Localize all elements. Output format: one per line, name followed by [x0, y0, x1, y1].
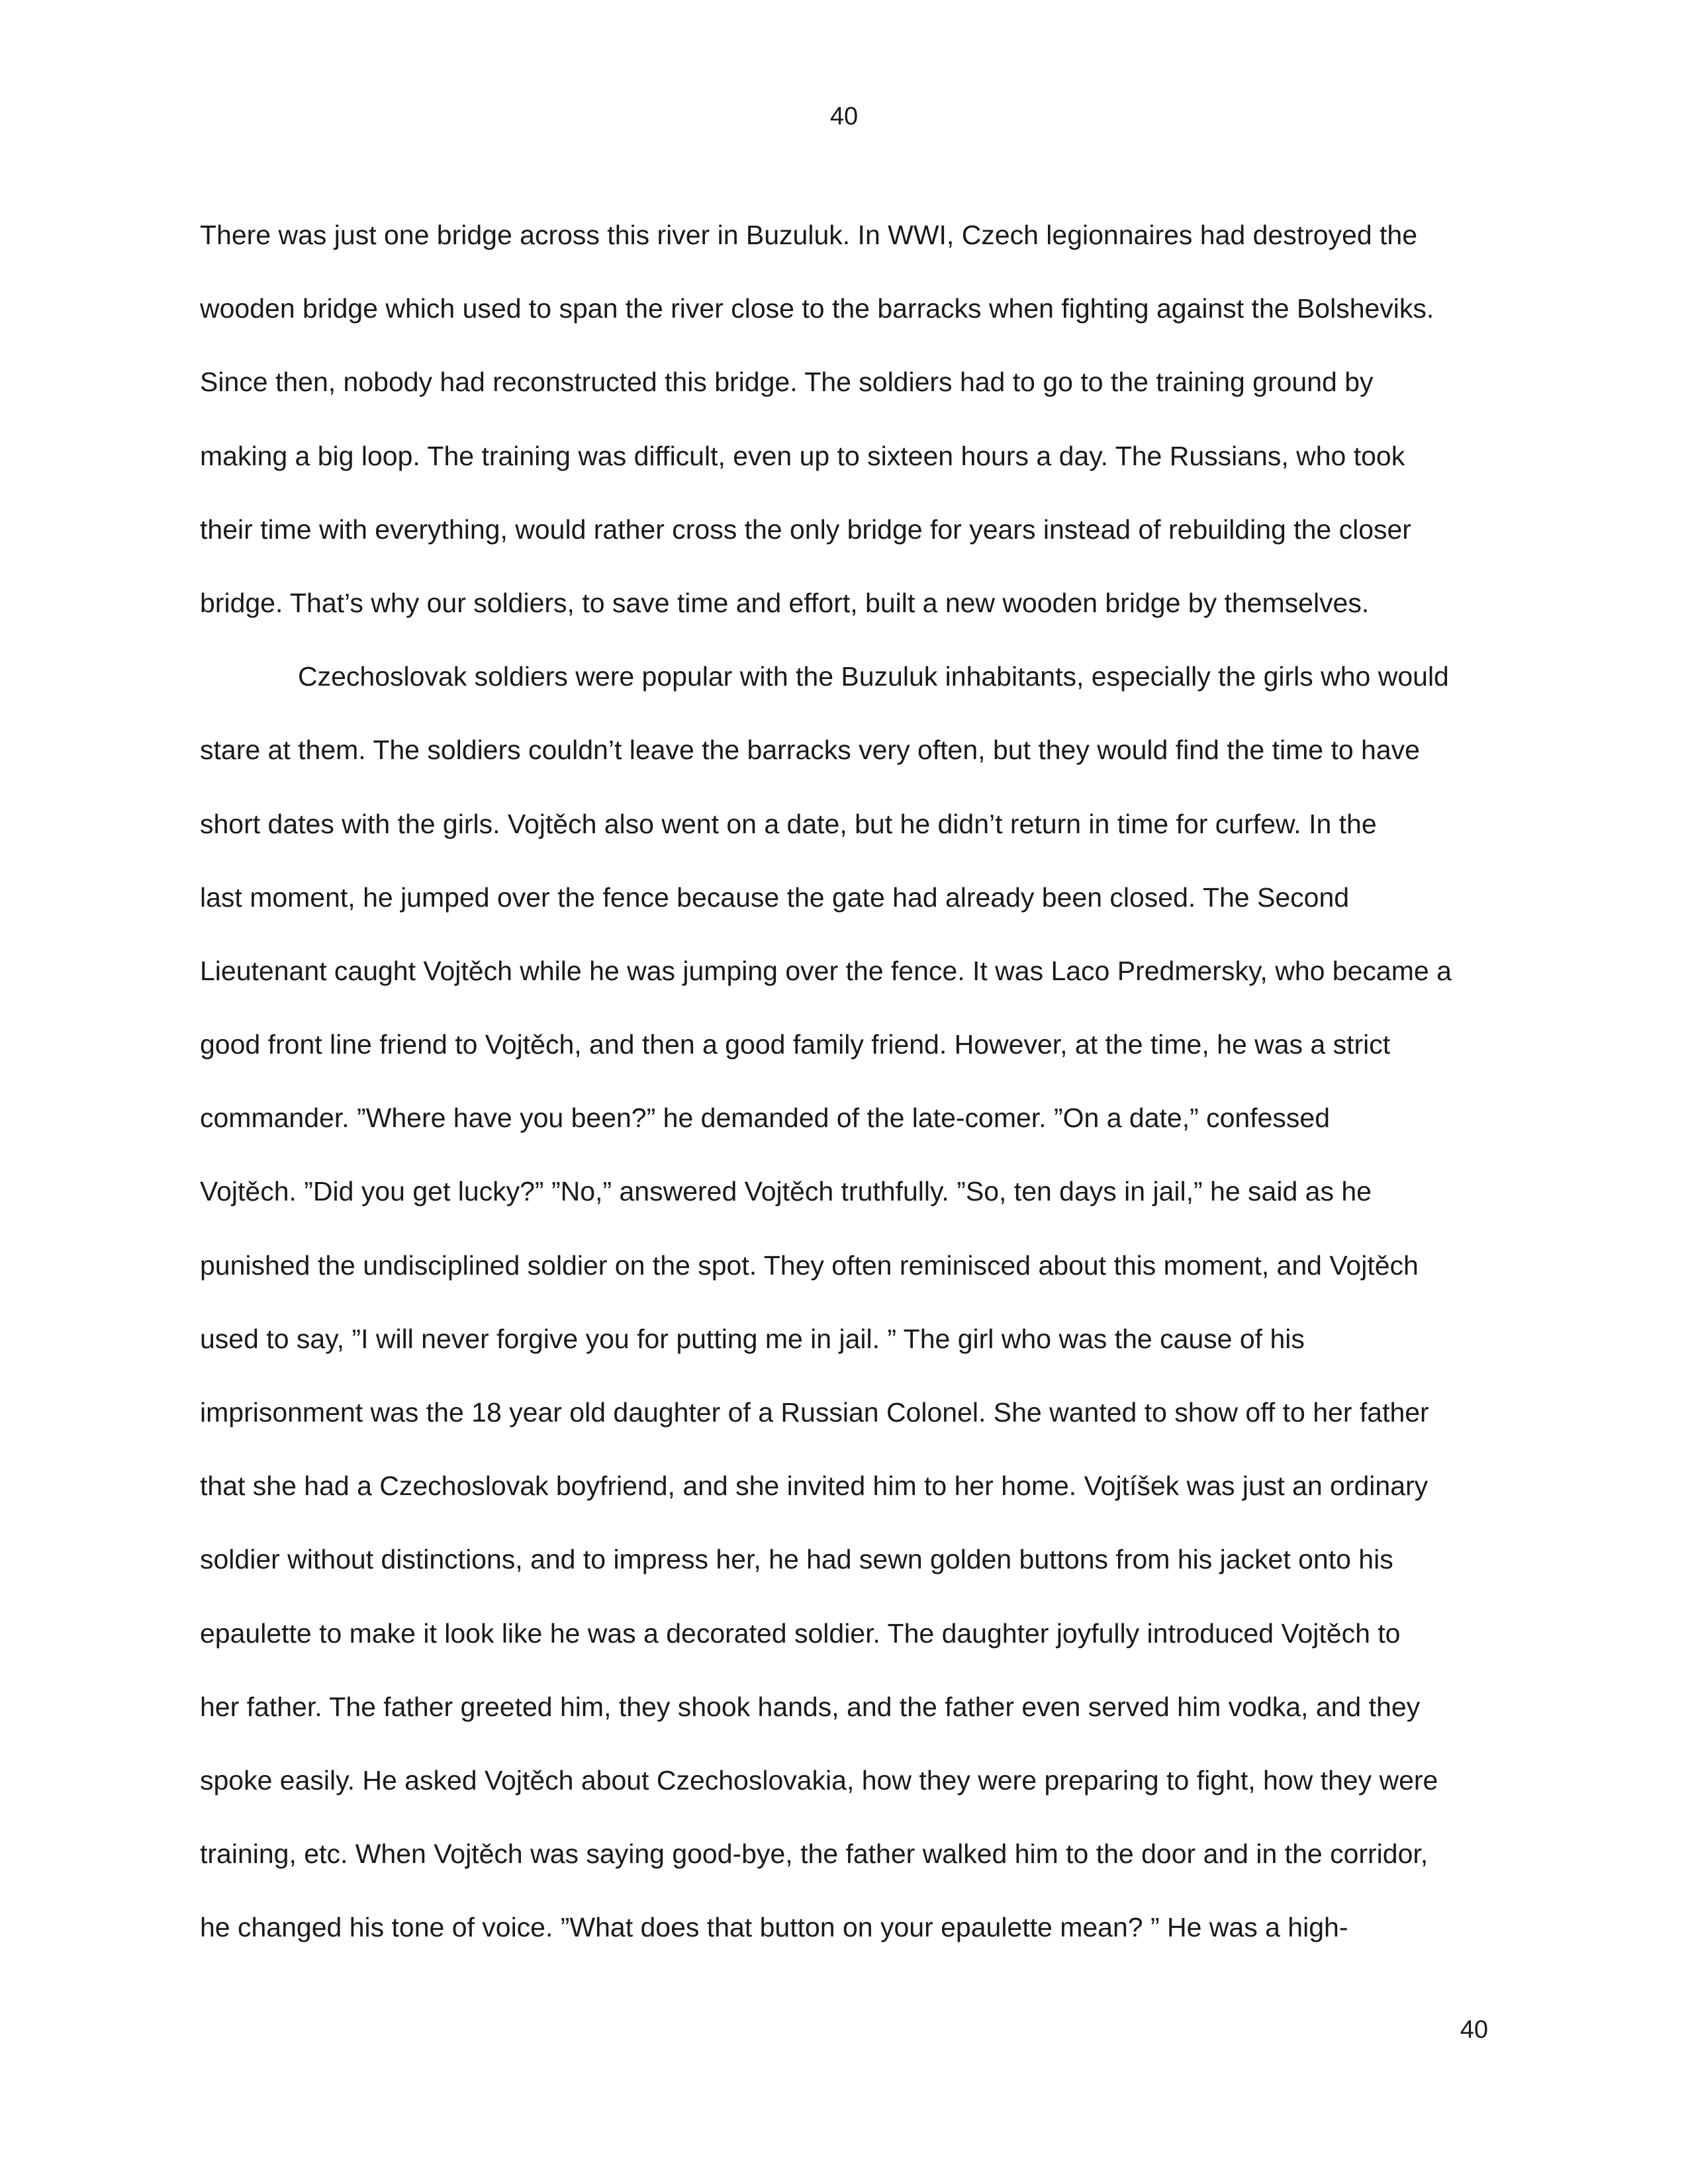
text-line: Since then, nobody had reconstructed this bridge. The soldiers had to go to the training ground by [200, 367, 1374, 398]
paragraph-first-line: Czechoslovak soldiers were popular with the Buzuluk inhabitants, especially the girls who would [298, 661, 1449, 692]
body-text [200, 199, 1489, 1965]
text-line: There was just one bridge across this river in Buzuluk. In WWI, Czech legionnaires had destroyed the [200, 220, 1418, 250]
text-line: imprisonment was the 18 year old daughter of a Russian Colonel. She wanted to show off to her father [200, 1397, 1429, 1428]
text-line: good front line friend to Vojtěch, and then a good family friend. However, at the time, he was a strict [200, 1029, 1391, 1060]
text-line: spoke easily. He asked Vojtěch about Czechoslovakia, how they were preparing to fight, how they were [200, 1764, 1438, 1796]
text-line: punished the undisciplined soldier on the spot. They often reminisced about this moment, and Vojtěch [200, 1250, 1419, 1281]
text-line: soldier without distinctions, and to impress her, he had sewn golden buttons from his jacket onto his [200, 1544, 1393, 1575]
text-line: epaulette to make it look like he was a decorated soldier. The daughter joyfully introduced Vojtěch to [200, 1617, 1401, 1649]
text-line: short dates with the girls. Vojtěch also went on a date, but he didn’t return in time for curfew. In the [200, 808, 1377, 839]
text-line: Vojtěch. ”Did you get lucky?” ”No,” answered Vojtěch truthfully. ”So, ten days in jail,” he said as he [200, 1176, 1372, 1207]
text-line: making a big loop. The training was difficult, even up to sixteen hours a day. The Russians, who took [200, 440, 1405, 471]
text-line: he changed his tone of voice. ”What does that button on your epaulette mean? ” He was a high- [200, 1912, 1348, 1943]
header-page-number: 40 [829, 103, 859, 130]
text-line: training, etc. When Vojtěch was saying good-bye, the father walked him to the door and in the corridor, [200, 1839, 1429, 1870]
text-line: Lieutenant caught Vojtěch while he was jumping over the fence. It was Laco Predmersky, who became a [200, 955, 1452, 986]
text-line: that she had a Czechoslovak boyfriend, and she invited him to her home. Vojtíšek was just an ordinary [200, 1471, 1429, 1502]
text-line: wooden bridge which used to span the river close to the barracks when fighting against the Bolsheviks. [200, 293, 1434, 324]
text-line: their time with everything, would rather cross the only bridge for years instead of rebuilding the closer [200, 514, 1411, 545]
footer-page-number: 40 [1460, 2016, 1488, 2044]
text-line: stare at them. The soldiers couldn’t leave the barracks very often, but they would find the time to have [200, 735, 1420, 766]
text-line: last moment, he jumped over the fence because the gate had already been closed. The Second [200, 882, 1350, 913]
text-line: used to say, ”I will never forgive you for putting me in jail. ” The girl who was the cause of his [200, 1323, 1305, 1354]
text-line: bridge. That’s why our soldiers, to save time and effort, built a new wooden bridge by themselves. [200, 587, 1370, 618]
text-line: her father. The father greeted him, they shook hands, and the father even served him vodka, and they [200, 1691, 1421, 1722]
text-line: commander. ”Where have you been?” he demanded of the late-comer. ”On a date,” confessed [200, 1103, 1331, 1134]
